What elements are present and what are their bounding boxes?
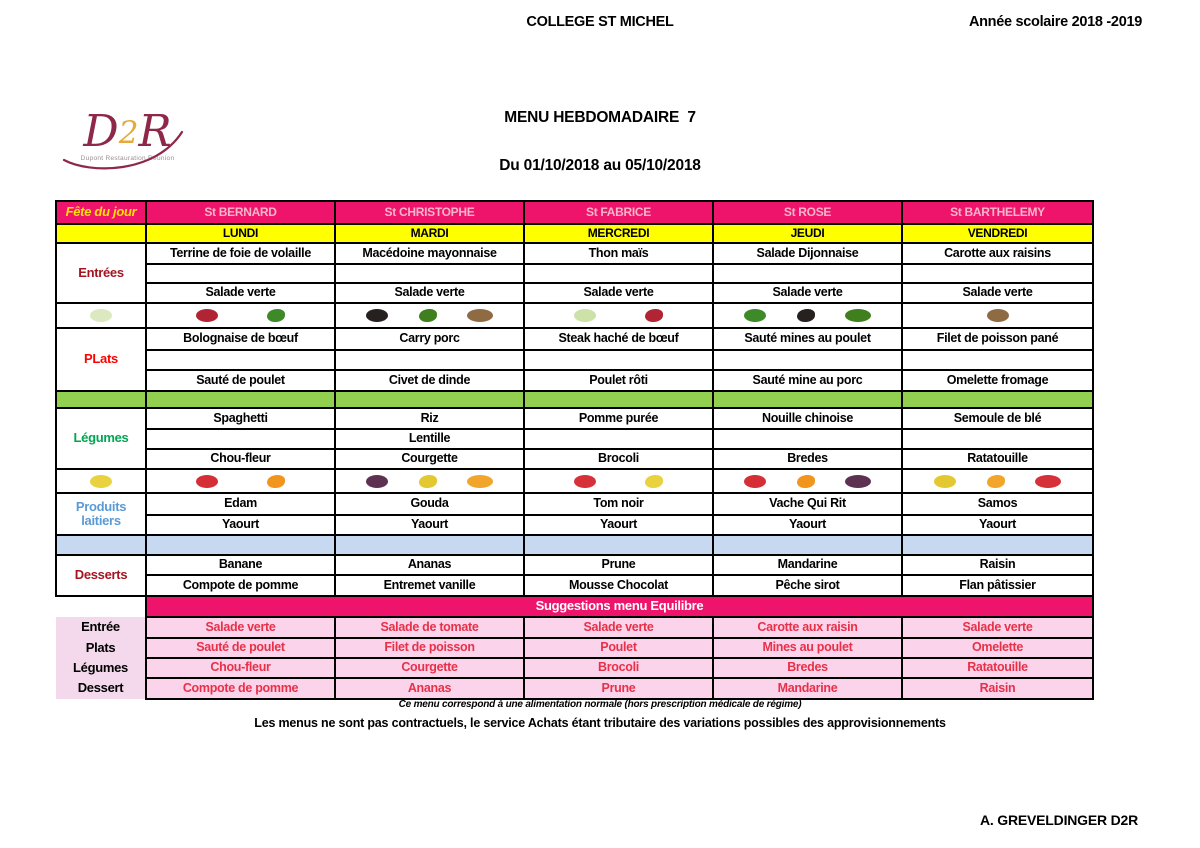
suggestion-cell: Brocoli [524, 658, 713, 678]
menu-cell: Ratatouille [902, 449, 1093, 469]
saint-name-header: St FABRICE [524, 201, 713, 224]
menu-cell: Chou-fleur [146, 449, 335, 469]
vegetables-row-icon [713, 303, 902, 328]
menu-cell [146, 429, 335, 449]
vegetables-row-icon [56, 303, 146, 328]
menu-cell: Salade verte [146, 283, 335, 303]
suggestion-cell: Ananas [335, 678, 524, 699]
suggestion-cell: Mandarine [713, 678, 902, 699]
saint-name-header: St ROSE [713, 201, 902, 224]
menu-cell: Courgette [335, 449, 524, 469]
produce-icon [90, 309, 112, 322]
menu-cell: Yaourt [713, 515, 902, 535]
menu-cell: Entremet vanille [335, 575, 524, 596]
day-header: LUNDI [146, 224, 335, 243]
suggestion-cell: Raisin [902, 678, 1093, 699]
produce-icon [645, 309, 663, 322]
suggestion-cell: Carotte aux raisin [713, 617, 902, 638]
menu-cell: Bredes [713, 449, 902, 469]
menu-cell [713, 429, 902, 449]
menu-cell: Spaghetti [146, 408, 335, 429]
vegetables-row-icon [146, 303, 335, 328]
menu-cell [146, 350, 335, 370]
menu-date-range: Du 01/10/2018 au 05/10/2018 [499, 157, 701, 174]
separator-band [713, 391, 902, 408]
menu-cell [902, 350, 1093, 370]
fruits-row-icon [713, 469, 902, 493]
day-header: MERCREDI [524, 224, 713, 243]
produce-icon [467, 309, 493, 322]
produce-icon [196, 475, 218, 488]
day-header: MARDI [335, 224, 524, 243]
vegetables-row-icon [524, 303, 713, 328]
menu-cell [524, 264, 713, 283]
signature: A. GREVELDINGER D2R [980, 812, 1138, 828]
menu-cell: Terrine de foie de volaille [146, 243, 335, 264]
menu-cell: Salade verte [713, 283, 902, 303]
menu-cell: Filet de poisson pané [902, 328, 1093, 350]
section-label: Desserts [56, 555, 146, 596]
separator-band [524, 535, 713, 555]
suggestion-cell: Salade verte [146, 617, 335, 638]
menu-cell: Mandarine [713, 555, 902, 575]
separator-band [146, 391, 335, 408]
section-label: PLats [56, 328, 146, 391]
fruits-row-icon [56, 469, 146, 493]
menu-cell: Semoule de blé [902, 408, 1093, 429]
menu-cell: Pomme purée [524, 408, 713, 429]
saint-name-header: St CHRISTOPHE [335, 201, 524, 224]
suggestion-cell: Prune [524, 678, 713, 699]
produce-icon [987, 475, 1005, 488]
menu-cell: Gouda [335, 493, 524, 515]
separator-band [56, 391, 146, 408]
menu-cell [713, 264, 902, 283]
separator-band [524, 391, 713, 408]
menu-cell [902, 264, 1093, 283]
produce-icon [845, 475, 871, 488]
menu-cell [524, 429, 713, 449]
menu-cell: Omelette fromage [902, 370, 1093, 391]
saint-name-header: St BERNARD [146, 201, 335, 224]
menu-cell: Thon maïs [524, 243, 713, 264]
menu-cell: Nouille chinoise [713, 408, 902, 429]
menu-cell: Carry porc [335, 328, 524, 350]
menu-cell: Samos [902, 493, 1093, 515]
menu-cell: Salade Dijonnaise [713, 243, 902, 264]
menu-title: MENU HEBDOMADAIRE 7 [504, 109, 696, 126]
suggestion-row-label: Légumes [56, 658, 146, 678]
diet-note: Ce menu correspond à une alimentation normale (hors prescription médicale de régime) [398, 699, 802, 710]
suggestion-row-label: Dessert [56, 678, 146, 699]
menu-cell: Brocoli [524, 449, 713, 469]
logo-letter-d: D [83, 106, 119, 157]
menu-cell: Civet de dinde [335, 370, 524, 391]
produce-icon [267, 309, 285, 322]
produce-icon [366, 475, 388, 488]
separator-band [335, 391, 524, 408]
produce-icon [987, 309, 1009, 322]
day-header: JEUDI [713, 224, 902, 243]
menu-cell: Salade verte [524, 283, 713, 303]
fruits-row-icon [335, 469, 524, 493]
menu-cell: Salade verte [335, 283, 524, 303]
menu-cell: Poulet rôti [524, 370, 713, 391]
produce-icon [574, 309, 596, 322]
suggestion-cell: Filet de poisson [335, 638, 524, 658]
fete-du-jour-header: Fête du jour [56, 201, 146, 224]
fruits-row-icon [146, 469, 335, 493]
menu-cell [335, 264, 524, 283]
produce-icon [419, 309, 437, 322]
menu-cell: Mousse Chocolat [524, 575, 713, 596]
menu-cell: Tom noir [524, 493, 713, 515]
produce-icon [845, 309, 871, 322]
menu-cell [902, 429, 1093, 449]
menu-cell: Salade verte [902, 283, 1093, 303]
separator-band [56, 535, 146, 555]
menu-cell [146, 264, 335, 283]
section-label: Produits laitiers [56, 493, 146, 535]
menu-cell: Sauté mines au poulet [713, 328, 902, 350]
logo-subtitle: Dupont Restauration Réunion [80, 155, 175, 162]
menu-cell: Sauté mine au porc [713, 370, 902, 391]
separator-band [335, 535, 524, 555]
menu-cell: Yaourt [902, 515, 1093, 535]
produce-icon [574, 475, 596, 488]
fruits-row-icon [902, 469, 1093, 493]
suggestions-spacer [56, 596, 146, 617]
saint-name-header: St BARTHELEMY [902, 201, 1093, 224]
menu-cell [524, 350, 713, 370]
menu-cell: Prune [524, 555, 713, 575]
school-year: Année scolaire 2018 -2019 [968, 14, 1142, 30]
fruits-row-icon [524, 469, 713, 493]
contract-note: Les menus ne sont pas contractuels, le service Achats étant tributaire des variations possibles des approvisionnements [254, 716, 946, 730]
separator-band [902, 391, 1093, 408]
produce-icon [797, 309, 815, 322]
produce-icon [467, 475, 493, 488]
menu-cell: Yaourt [524, 515, 713, 535]
produce-icon [744, 309, 766, 322]
suggestion-cell: Salade verte [902, 617, 1093, 638]
menu-cell: Pêche sirot [713, 575, 902, 596]
menu-cell: Riz [335, 408, 524, 429]
separator-band [146, 535, 335, 555]
menu-cell: Raisin [902, 555, 1093, 575]
logo-letter-r: R [138, 106, 172, 157]
menu-cell: Yaourt [335, 515, 524, 535]
suggestion-row-label: Entrée [56, 617, 146, 638]
produce-icon [797, 475, 815, 488]
suggestion-cell: Sauté de poulet [146, 638, 335, 658]
menu-cell: Edam [146, 493, 335, 515]
suggestion-row-label: Plats [56, 638, 146, 658]
vegetables-row-icon [335, 303, 524, 328]
menu-cell: Sauté de poulet [146, 370, 335, 391]
menu-cell [713, 350, 902, 370]
vegetables-row-icon [902, 303, 1093, 328]
produce-icon [744, 475, 766, 488]
suggestion-cell: Poulet [524, 638, 713, 658]
separator-band [713, 535, 902, 555]
produce-icon [419, 475, 437, 488]
menu-cell: Compote de pomme [146, 575, 335, 596]
day-header-spacer [56, 224, 146, 243]
menu-cell [335, 350, 524, 370]
menu-cell: Lentille [335, 429, 524, 449]
suggestion-cell: Mines au poulet [713, 638, 902, 658]
suggestions-header: Suggestions menu Equilibre [146, 596, 1093, 617]
produce-icon [90, 475, 112, 488]
produce-icon [645, 475, 663, 488]
produce-icon [267, 475, 285, 488]
suggestion-cell: Chou-fleur [146, 658, 335, 678]
menu-cell: Yaourt [146, 515, 335, 535]
produce-icon [1035, 475, 1061, 488]
suggestion-cell: Bredes [713, 658, 902, 678]
menu-cell: Carotte aux raisins [902, 243, 1093, 264]
menu-cell: Flan pâtissier [902, 575, 1093, 596]
produce-icon [934, 475, 956, 488]
section-label: Légumes [56, 408, 146, 469]
school-name: COLLEGE ST MICHEL [526, 14, 674, 30]
suggestion-cell: Ratatouille [902, 658, 1093, 678]
menu-cell: Ananas [335, 555, 524, 575]
menu-cell: Banane [146, 555, 335, 575]
suggestion-cell: Salade de tomate [335, 617, 524, 638]
day-header: VENDREDI [902, 224, 1093, 243]
suggestion-cell: Salade verte [524, 617, 713, 638]
suggestion-cell: Courgette [335, 658, 524, 678]
weekly-menu-table [55, 200, 1094, 700]
menu-cell: Vache Qui Rit [713, 493, 902, 515]
produce-icon [196, 309, 218, 322]
menu-cell: Steak haché de bœuf [524, 328, 713, 350]
menu-cell: Bolognaise de bœuf [146, 328, 335, 350]
suggestion-cell: Compote de pomme [146, 678, 335, 699]
separator-band [902, 535, 1093, 555]
produce-icon [366, 309, 388, 322]
section-label: Entrées [56, 243, 146, 303]
menu-cell: Macédoine mayonnaise [335, 243, 524, 264]
logo-letter-2: 2 [118, 115, 139, 151]
suggestion-cell: Omelette [902, 638, 1093, 658]
